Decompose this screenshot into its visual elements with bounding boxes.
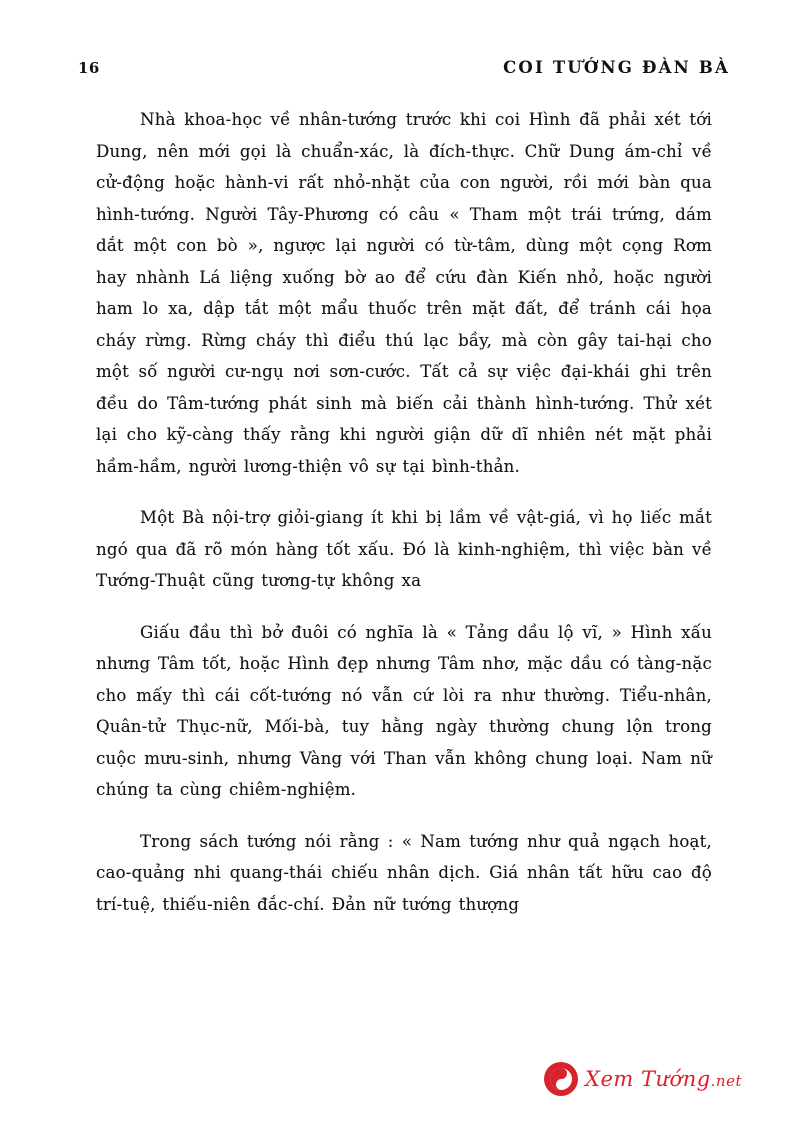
paragraph: Một Bà nội-trợ giỏi-giang ít khi bị lầm về vật-giá, vì họ liếc mắt ngó qua đã rõ món hàng tốt xấu. Đó là kinh-nghiệm, thì việc bàn về Tướng-Thuật cũng tương-tự không xa <box>96 508 712 590</box>
page-header <box>78 58 730 82</box>
page-number: 16 <box>78 59 100 77</box>
paragraph: Nhà khoa-học về nhân-tướng trước khi coi Hình đã phải xét tới Dung, nên mới gọi là chuẩn-xác, là đích-thực. Chữ Dung ám-chỉ về cử-động hoặc hành-vi rất nhỏ-nhặt của con người, rồi mới bàn qua hình-tướng. Người Tây-Phương có câu « Tham một trái trứng, dám dắt một con bò », ngược lại người có từ-tâm, dùng một cọng Rơm hay nhành Lá liệng xuống bờ ao để cứu đàn Kiến nhỏ, hoặc người ham lo xa, dập tắt một mẩu thuốc trên mặt đất, để tránh cái họa cháy rừng. Rừng cháy thì điểu thú lạc bầy, mà còn gây tai-hại cho một số người cư-ngụ nơi sơn-cước. Tất cả sự việc đại-khái ghi trên đều do Tâm-tướng phát sinh mà biến cải thành hình-tướng. Thử xét lại cho kỹ-càng thấy rằng khi người giận dữ dĩ nhiên nét mặt phải hầm-hầm, người lương-thiện vô sự tại bình-thản. <box>96 110 712 476</box>
paragraph: Trong sách tướng nói rằng : « Nam tướng như quả ngạch hoạt, cao-quảng nhi quang-thái chiếu nhân dịch. Giá nhân tất hữu cao độ trí-tuệ, thiếu-niên đắc-chí. Đản nữ tướng thượng <box>96 831 712 914</box>
watermark-text <box>585 1066 742 1091</box>
paragraph: Giấu đầu thì bở đuôi có nghĩa là « Tảng dầu lộ vĩ, » Hình xấu nhưng Tâm tốt, hoặc Hình đẹp nhưng Tâm nhơ, mặc dầu có tàng-nặc cho mấy thì cái cốt-tướng nó vẫn cứ lòi ra như thường. Tiểu-nhân, Quân-tử Thục-nữ, Mối-bà, tuy hằng ngày thường chung lộn trong cuộc mưu-sinh, nhưng Vàng với Than vẫn không chung loại. Nam nữ chúng ta cùng chiêm-nghiệm. <box>96 622 712 799</box>
watermark-name: Xem Tướng <box>585 1066 711 1091</box>
watermark-tld: .net <box>710 1071 742 1090</box>
watermark <box>544 1062 742 1096</box>
running-title: COI TƯỚNG ĐÀN BÀ <box>503 58 730 77</box>
yin-yang-icon <box>544 1062 578 1096</box>
body-text <box>96 104 712 920</box>
